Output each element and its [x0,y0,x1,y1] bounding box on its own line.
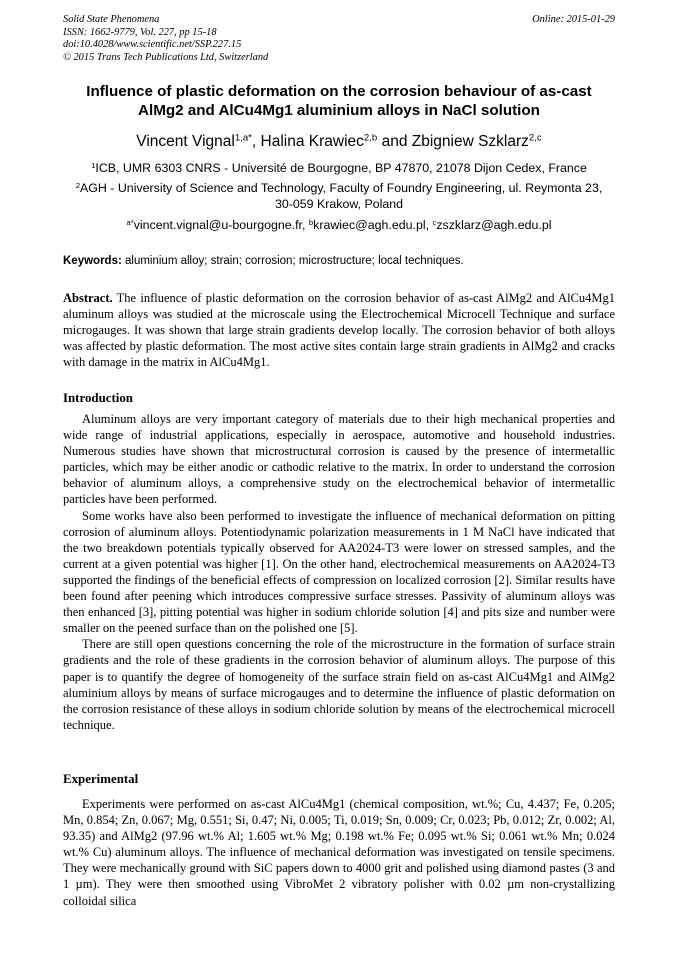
author-1: Vincent Vignal [136,133,235,150]
affiliation-1-sup: 1 [91,160,96,170]
author-2-sup: 2,b [363,132,378,144]
keywords [63,254,615,268]
page-header [63,14,615,64]
experimental-body [63,796,615,909]
author-3-sup: 2,c [528,132,542,144]
email-addresses [40,217,638,233]
online-date: Online: 2015-01-29 [532,14,615,25]
email-c-sup: c [432,217,437,227]
author-2: Halina Krawiec [260,133,364,150]
author-list [40,132,638,152]
copyright-line: © 2015 Trans Tech Publications Ltd, Switzerland [63,51,269,63]
affiliation-2-sup: 2 [75,180,80,190]
journal-name: Solid State Phenomena [63,14,160,25]
title-line-1: Influence of plastic deformation on the corrosion behaviour of as-cast [86,83,592,100]
doi-line: doi:10.4028/www.scientific.net/SSP.227.15 [63,39,242,50]
title-line-2: AlMg2 and AlCu4Mg1 aluminium alloys in NaCl solution [138,102,540,119]
email-a: vincent.vignal@u-bourgogne.fr, [133,218,309,232]
affiliation-1 [40,160,638,176]
email-c: zszklarz@agh.edu.pl [436,218,552,232]
issn-line: ISSN: 1662-9779, Vol. 227, pp 15-18 [63,26,217,38]
introduction-heading: Introduction [63,391,133,405]
abstract-text: The influence of plastic deformation on the corrosion behavior of as-cast AlMg2 and AlCu4Mg1 aluminum alloys was studied at the microscale using the Electrochemical Microcell Technique and surface microgauges. It was shown that large strain gradients develop locally. The corrosion behavior of both alloys was affected by plastic deformation. The most active sites contain large strain gradients in AlMg2 and cracks with damage in the matrix in AlCu4Mg1. [63,291,615,370]
experimental-heading: Experimental [63,772,139,786]
email-a-sup: a* [126,217,134,227]
email-b: krawiec@agh.edu.pl, [313,218,433,232]
keywords-text: aluminium alloy; strain; corrosion; microstructure; local techniques. [121,255,464,267]
introduction-paragraph-1: Aluminum alloys are very important category of materials due to their high mechanical properties and wide range of industrial applications, especially in aerospace, automotive and household industries. Numerous studies have shown that microstructural corrosion is caused by the presence of intermetallic particles, which may be either anodic or cathodic relative to the matrix. In order to understand the corrosion behavior of aluminum alloys, a comprehensive study on the electrochemical behavior of intermetallic particles have been performed. [63,412,615,507]
introduction-paragraph-2: Some works have also been performed to investigate the influence of mechanical deformation on pitting corrosion of aluminum alloys. Potentiodynamic polarization measurements in 1 M NaCl have indicated that the two breakdown potentials typically observed for AA2024-T3 were lower on stressed samples, and the current at a given potential was higher [1]. On the other hand, electrochemical measurements on AA2024-T3 supported the findings of the beneficial effects of compression on localized corrosion [2]. Similar results have been found after peening which introduces compressive surface stresses. Passivity of aluminum alloys was then enhanced [3], pitting potential was higher in sodium chloride solution [4] and pits size and number were smaller on the peened surface than on the polished one [5]. [63,508,615,636]
author-separator: and [377,133,412,150]
author-separator: , [251,133,261,150]
author-1-sup: 1,a* [234,132,252,144]
email-b-sup: b [308,217,314,227]
keywords-label: Keywords: [63,255,122,267]
introduction-body [63,411,615,733]
affiliation-2-line-1: AGH - University of Science and Technology, Faculty of Foundry Engineering, ul. Reymonta 23, [80,181,603,195]
affiliation-2-line-2: 30-059 Krakow, Poland [274,197,404,211]
affiliation-1-text: ICB, UMR 6303 CNRS - Université de Bourgogne, BP 47870, 21078 Dijon Cedex, France [95,161,587,175]
experimental-paragraph-1: Experiments were performed on as-cast AlCu4Mg1 (chemical composition, wt.%; Cu, 4.437; Fe, 0.205; Mn, 0.854; Zn, 0.067; Mg, 0.551; Si, 0.47; Ni, 0.005; Ti, 0.019; Sn, 0.009; Cr, 0.023; Pb, 0.012; Zr, 0.002; Al, 93.35) and AlMg2 (97.96 wt.% Al; 1.605 wt.% Mg; 0.198 wt.% Fe; 0.095 wt.% Si; 0.061 wt.% Mn; 0.024 wt.% Cu) aluminum alloys. The influence of mechanical deformation was investigated on tensile specimens. They were mechanically ground with SiC papers down to 4000 grit and polished using diamond pastes (3 and 1 µm). They were then smoothed using VibroMet 2 vibratory polisher with 0.02 µm non-crystallizing colloidal silica [63,797,615,908]
author-3: Zbigniew Szklarz [411,133,529,150]
affiliation-2 [40,180,638,212]
introduction-paragraph-3: There are still open questions concerning the role of the microstructure in the formation of surface strain gradients and the role of these gradients in the corrosion behavior of aluminum alloys. The purpose of this paper is to quantify the degree of homogeneity of the surface strain field on as-cast AlCu4Mg1 and AlMg2 aluminium alloys by means of surface microgauges and to determine the influence of plastic deformation on the corrosion resistance of these alloys in sodium chloride solution by means of the electrochemical microcell technique. [63,637,615,732]
abstract [63,290,615,370]
abstract-label: Abstract. [63,291,113,305]
paper-title [50,82,628,120]
